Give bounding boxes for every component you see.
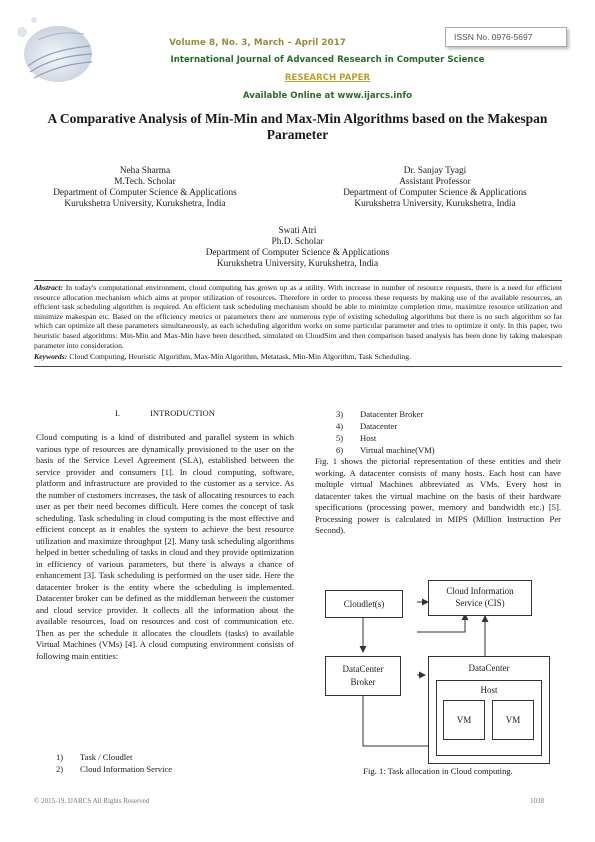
author-role: Ph.D. Scholar [271, 237, 324, 247]
page-number: 1038 [530, 797, 544, 805]
author-univ: Kurukshetra University, Kurukshetra, India [354, 199, 516, 209]
list-text: Datacenter Broker [360, 409, 424, 419]
list-item [56, 751, 172, 763]
vm-box: VM [492, 700, 534, 740]
journal-logo [8, 6, 100, 90]
datacenter-label: DataCenter [468, 663, 510, 673]
section-heading [36, 408, 294, 418]
list-number: 3) [336, 409, 344, 419]
keywords-text: Cloud Computing, Heuristic Algorithm, Max-Min Algorithm, Metatask, Min-Min Algorithm, Task Scheduling. [67, 352, 412, 361]
keywords-label: Keywords: [34, 352, 68, 361]
list-item [336, 408, 435, 420]
abstract-label: Abstract: [34, 283, 64, 292]
author-dept: Department of Computer Science & Applications [53, 188, 237, 198]
abstract [34, 283, 562, 350]
cis-label-line1: Cloud Information [446, 586, 514, 596]
copyright: © 2015-19, IJARCS All Rights Reserved [34, 797, 150, 805]
paper-title: A Comparative Analysis of Min-Min and Max-Min Algorithms based on the Makespan Parameter [47, 111, 548, 142]
divider [34, 280, 562, 281]
list-number: 4) [336, 421, 344, 431]
availability-line: Available Online at www.ijarcs.info [242, 91, 413, 101]
issn-box: ISSN No. 0976-5697 [445, 27, 567, 47]
author-role: Assistant Professor [399, 177, 471, 187]
volume-info: Volume 8, No. 3, March – April 2017 [169, 38, 346, 48]
list-text: Task / Cloudlet [80, 752, 133, 762]
list-text: Host [360, 433, 377, 443]
entity-list [336, 408, 435, 456]
author-univ: Kurukshetra University, Kurukshetra, India [216, 259, 379, 269]
figure-caption: Fig. 1: Task allocation in Cloud computing. [363, 766, 513, 776]
author-dept: Department of Computer Science & Applications [343, 188, 527, 198]
journal-name: International Journal of Advanced Research in Computer Science [170, 55, 485, 65]
section-title: INTRODUCTION [150, 408, 215, 418]
list-number: 2) [56, 764, 64, 774]
list-number: 1) [56, 752, 64, 762]
list-text: Virtual machine(VM) [360, 445, 435, 455]
vm-box: VM [443, 700, 485, 740]
section-number: I. [115, 408, 121, 418]
list-item [56, 763, 172, 775]
author-role: M.Tech. Scholar [114, 177, 176, 187]
list-number: 5) [336, 433, 344, 443]
abstract-text: In today's computational environment, cloud computing has grown up as a utility. With increase in number of resource requests, there is a need for efficient resource allocation mechanism which aims at proper utilization of resources. Therefore in order to process these requests by making use of the available resources, an efficient task scheduling algorithm is required. An efficient task scheduling mechanism should be able to minimize completion time, maximize resource utilization and minimize makespan etc. Based on the efficiency metrics or parameters there are numerous type of existing scheduling algorithms but there is no such algorithm so far which can optimize all these parameters simultaneously, as each scheduling algorithm works on some particular parameter and tries to optimize it only. In this paper, two heuristic based algorithms: Min-Min and Max-Min have been described, simulated on CloudSim and then comparison based analysis has been done by taking makespan parameter into consideration. [34, 283, 562, 350]
cloudlet-box: Cloudlet(s) [325, 590, 403, 618]
cis-label-line2: Service (CIS) [455, 598, 505, 608]
keywords [34, 352, 562, 361]
list-item [336, 432, 435, 444]
author-name: Neha Sharma [119, 166, 171, 176]
entity-list [56, 751, 172, 775]
broker-label-line2: Broker [350, 677, 376, 687]
list-text: Datacenter [360, 421, 398, 431]
list-text: Cloud Information Service [80, 764, 173, 774]
cis-box [428, 580, 532, 616]
author-block [320, 166, 550, 210]
author-block [180, 226, 415, 270]
intro-text: Cloud computing is a kind of distributed and parallel system in which various type of resources are dynamically provisioned to the user on the basis of the Service Level Agreement (SLA), established between the service provider and consumers [1]. In cloud computing, software, platform and infrastructure are provided to the customer as a service. As the number of customers increases, the task of allocating resources to each user as per their need becomes difficult. Here comes the concept of task scheduling. Task scheduling in cloud computing is the most effective and efficient concept as it enables the system to achieve the best resource utilization and maximize throughput [2]. Many task scheduling algorithms helped in better scheduling of tasks in cloud and they provide optimization in efficiency of various parameters, but there is always a chance of enhancement [3]. Task scheduling is performed on the user side. Here the datacenter broker is the entity where the scheduling is implemented. Datacenter broker can be defined as the middleman between the customer and cloud service provider. It collects all the information about the available resources, load on resources and cost of communication etc. Then as per the schedule it allocates the cloudlets (tasks) to available Virtual Machines (VMs) [4]. A cloud computing environment consists of following main entities: [36, 432, 294, 661]
author-name: Dr. Sanjay Tyagi [403, 166, 467, 176]
list-item [336, 420, 435, 432]
author-univ: Kurukshetra University, Kurukshetra, India [64, 199, 226, 209]
author-dept: Department of Computer Science & Applications [205, 248, 390, 258]
divider [34, 366, 562, 367]
figure-description: Fig. 1 shows the pictorial representation of these entities and their working. A datacenter consists of many hosts. Each host can have multiple virtual Machines abbreviated as VMs. Every host in datacenter takes the virtual machine on the basis of their hardware specifications (processing power, memory and bandwidth etc.) [5]. Processing power is calculated in MIPS (Million Instruction Per Second). [315, 456, 561, 535]
paper-type: RESEARCH PAPER [284, 73, 371, 83]
broker-box [325, 656, 401, 696]
arrow [417, 614, 465, 632]
host-label: Host [480, 685, 498, 695]
list-number: 6) [336, 445, 344, 455]
author-block [40, 166, 250, 210]
broker-label-line1: DataCenter [342, 664, 384, 674]
list-item [336, 444, 435, 456]
author-name: Swati Atri [278, 226, 317, 236]
